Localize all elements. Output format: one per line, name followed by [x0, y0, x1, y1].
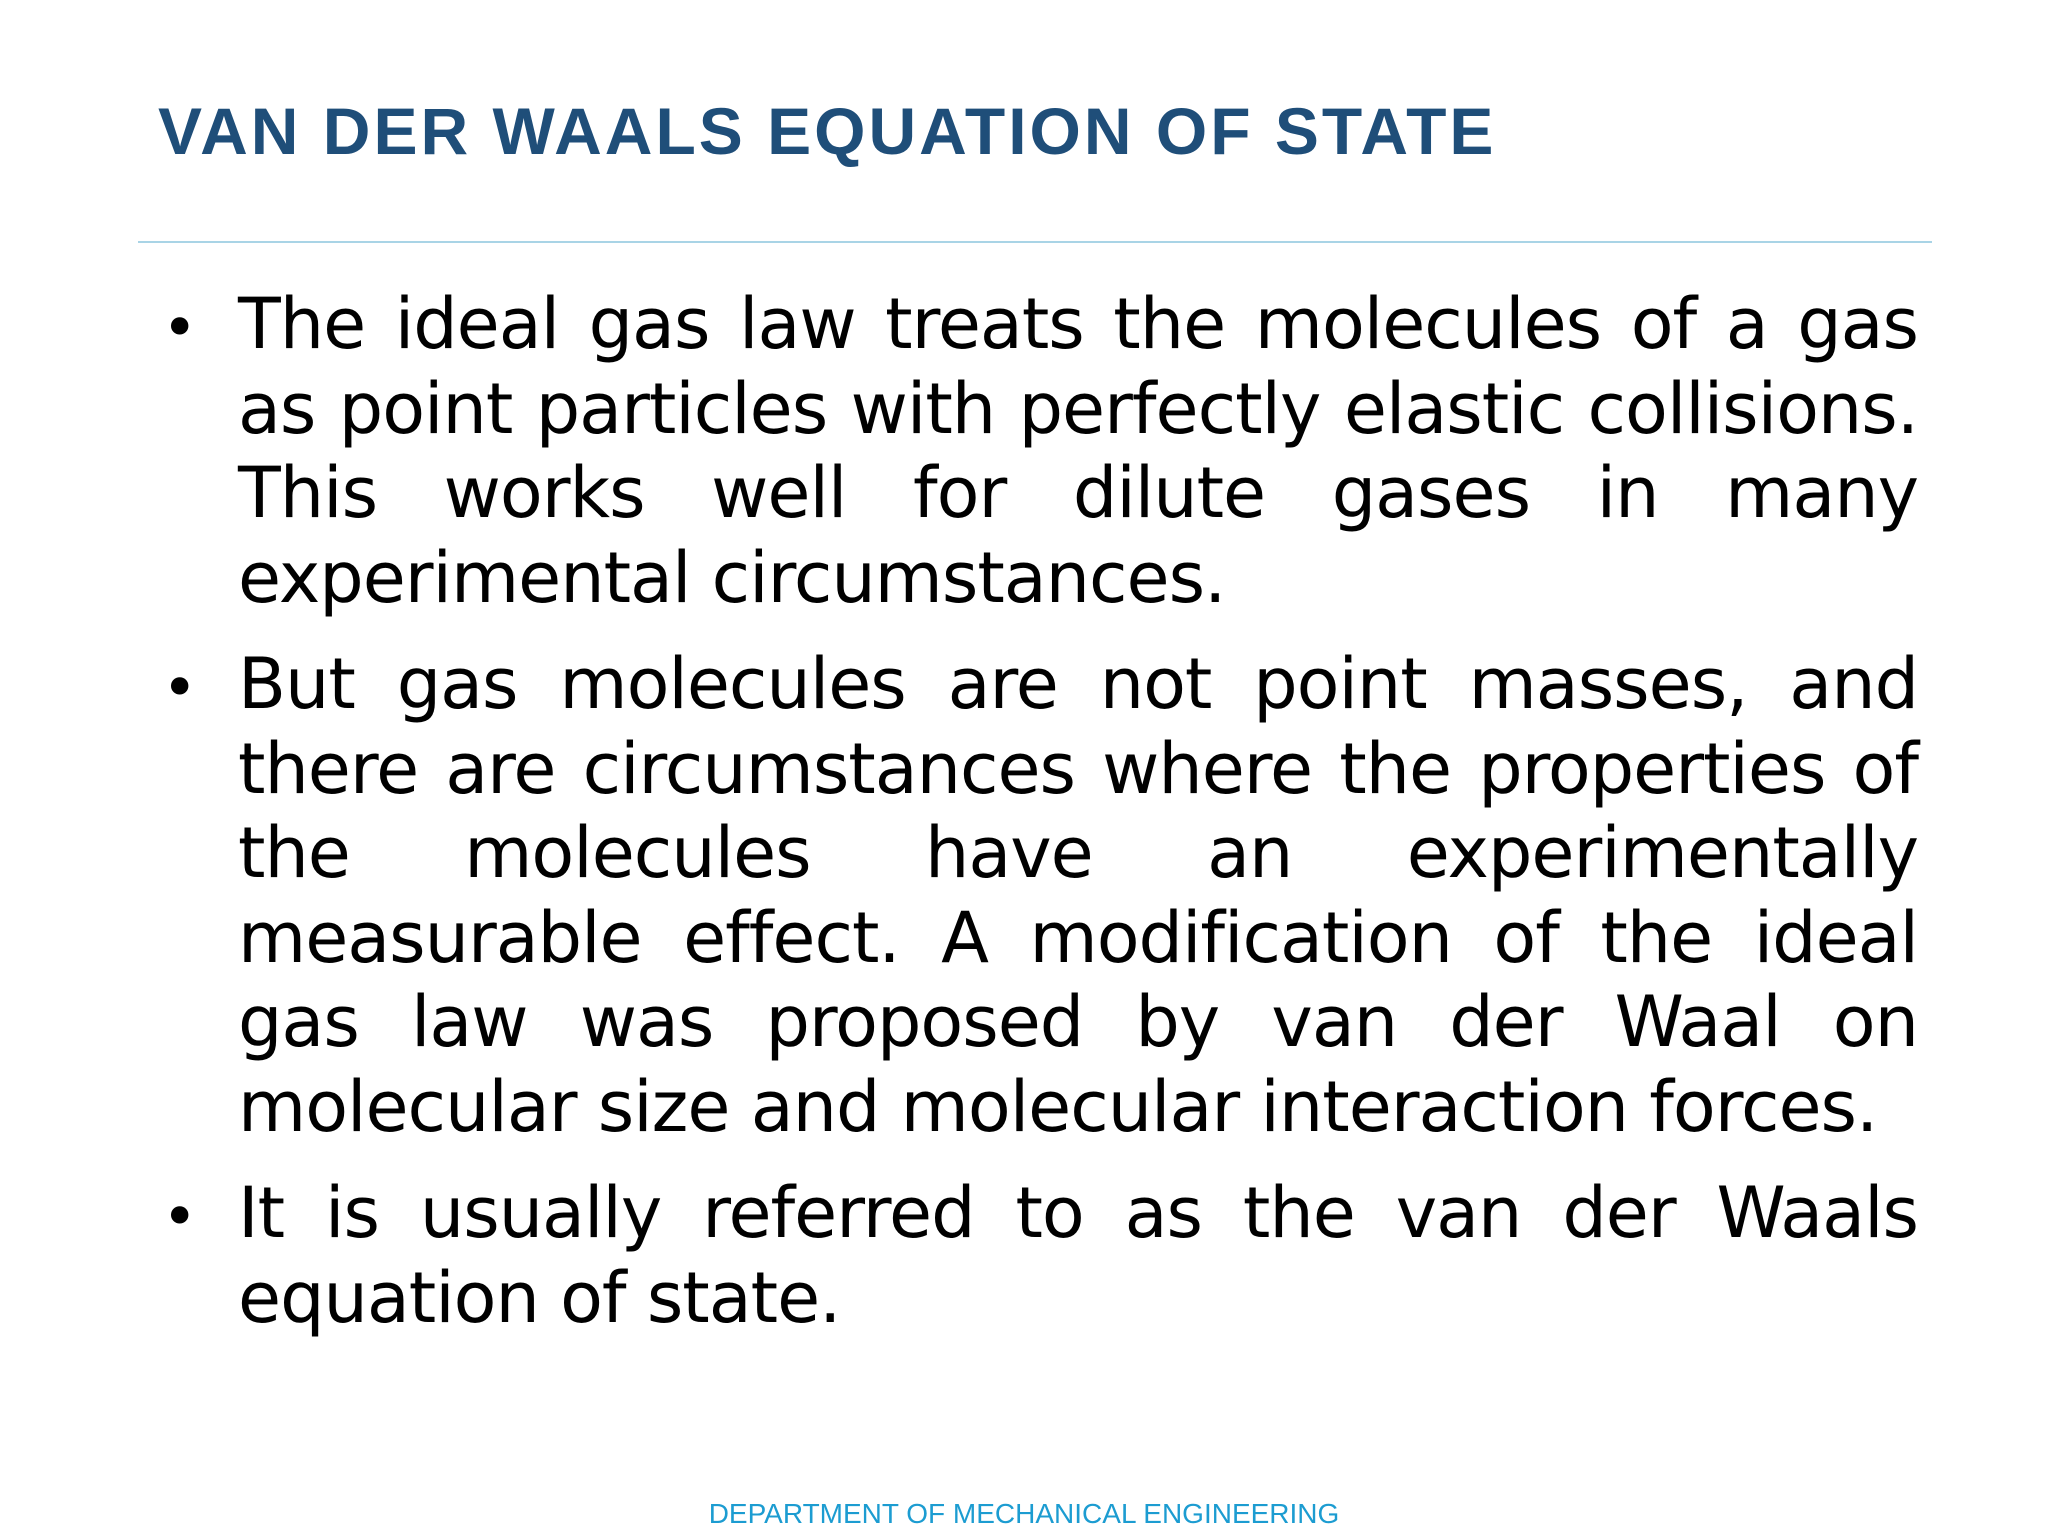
- footer-department: DEPARTMENT OF MECHANICAL ENGINEERING: [708, 1498, 1340, 1529]
- title-divider: [138, 241, 1932, 243]
- bullet-item: [158, 642, 1918, 1149]
- bullet-list: [158, 282, 1918, 1362]
- bullet-dot-icon: •: [162, 1182, 198, 1252]
- bullet-text: But gas molecules are not point masses, and there are circumstances where the properties of the molecules have an experimentally measurable effect. A modification of the ideal gas law was proposed by van der Waal on molecular size and molecular interaction forces.: [238, 643, 1918, 1148]
- slide-title: VAN DER WAALS EQUATION OF STATE: [158, 94, 1497, 168]
- bullet-text: The ideal gas law treats the molecules of a gas as point particles with perfectly elastic collisions. This works well for dilute gases in many experimental circumstances.: [238, 283, 1918, 619]
- bullet-item: [158, 282, 1918, 620]
- bullet-dot-icon: •: [162, 293, 198, 363]
- bullet-item: [158, 1171, 1918, 1340]
- bullet-dot-icon: •: [162, 653, 198, 723]
- bullet-text: It is usually referred to as the van der Waals equation of state.: [238, 1172, 1918, 1339]
